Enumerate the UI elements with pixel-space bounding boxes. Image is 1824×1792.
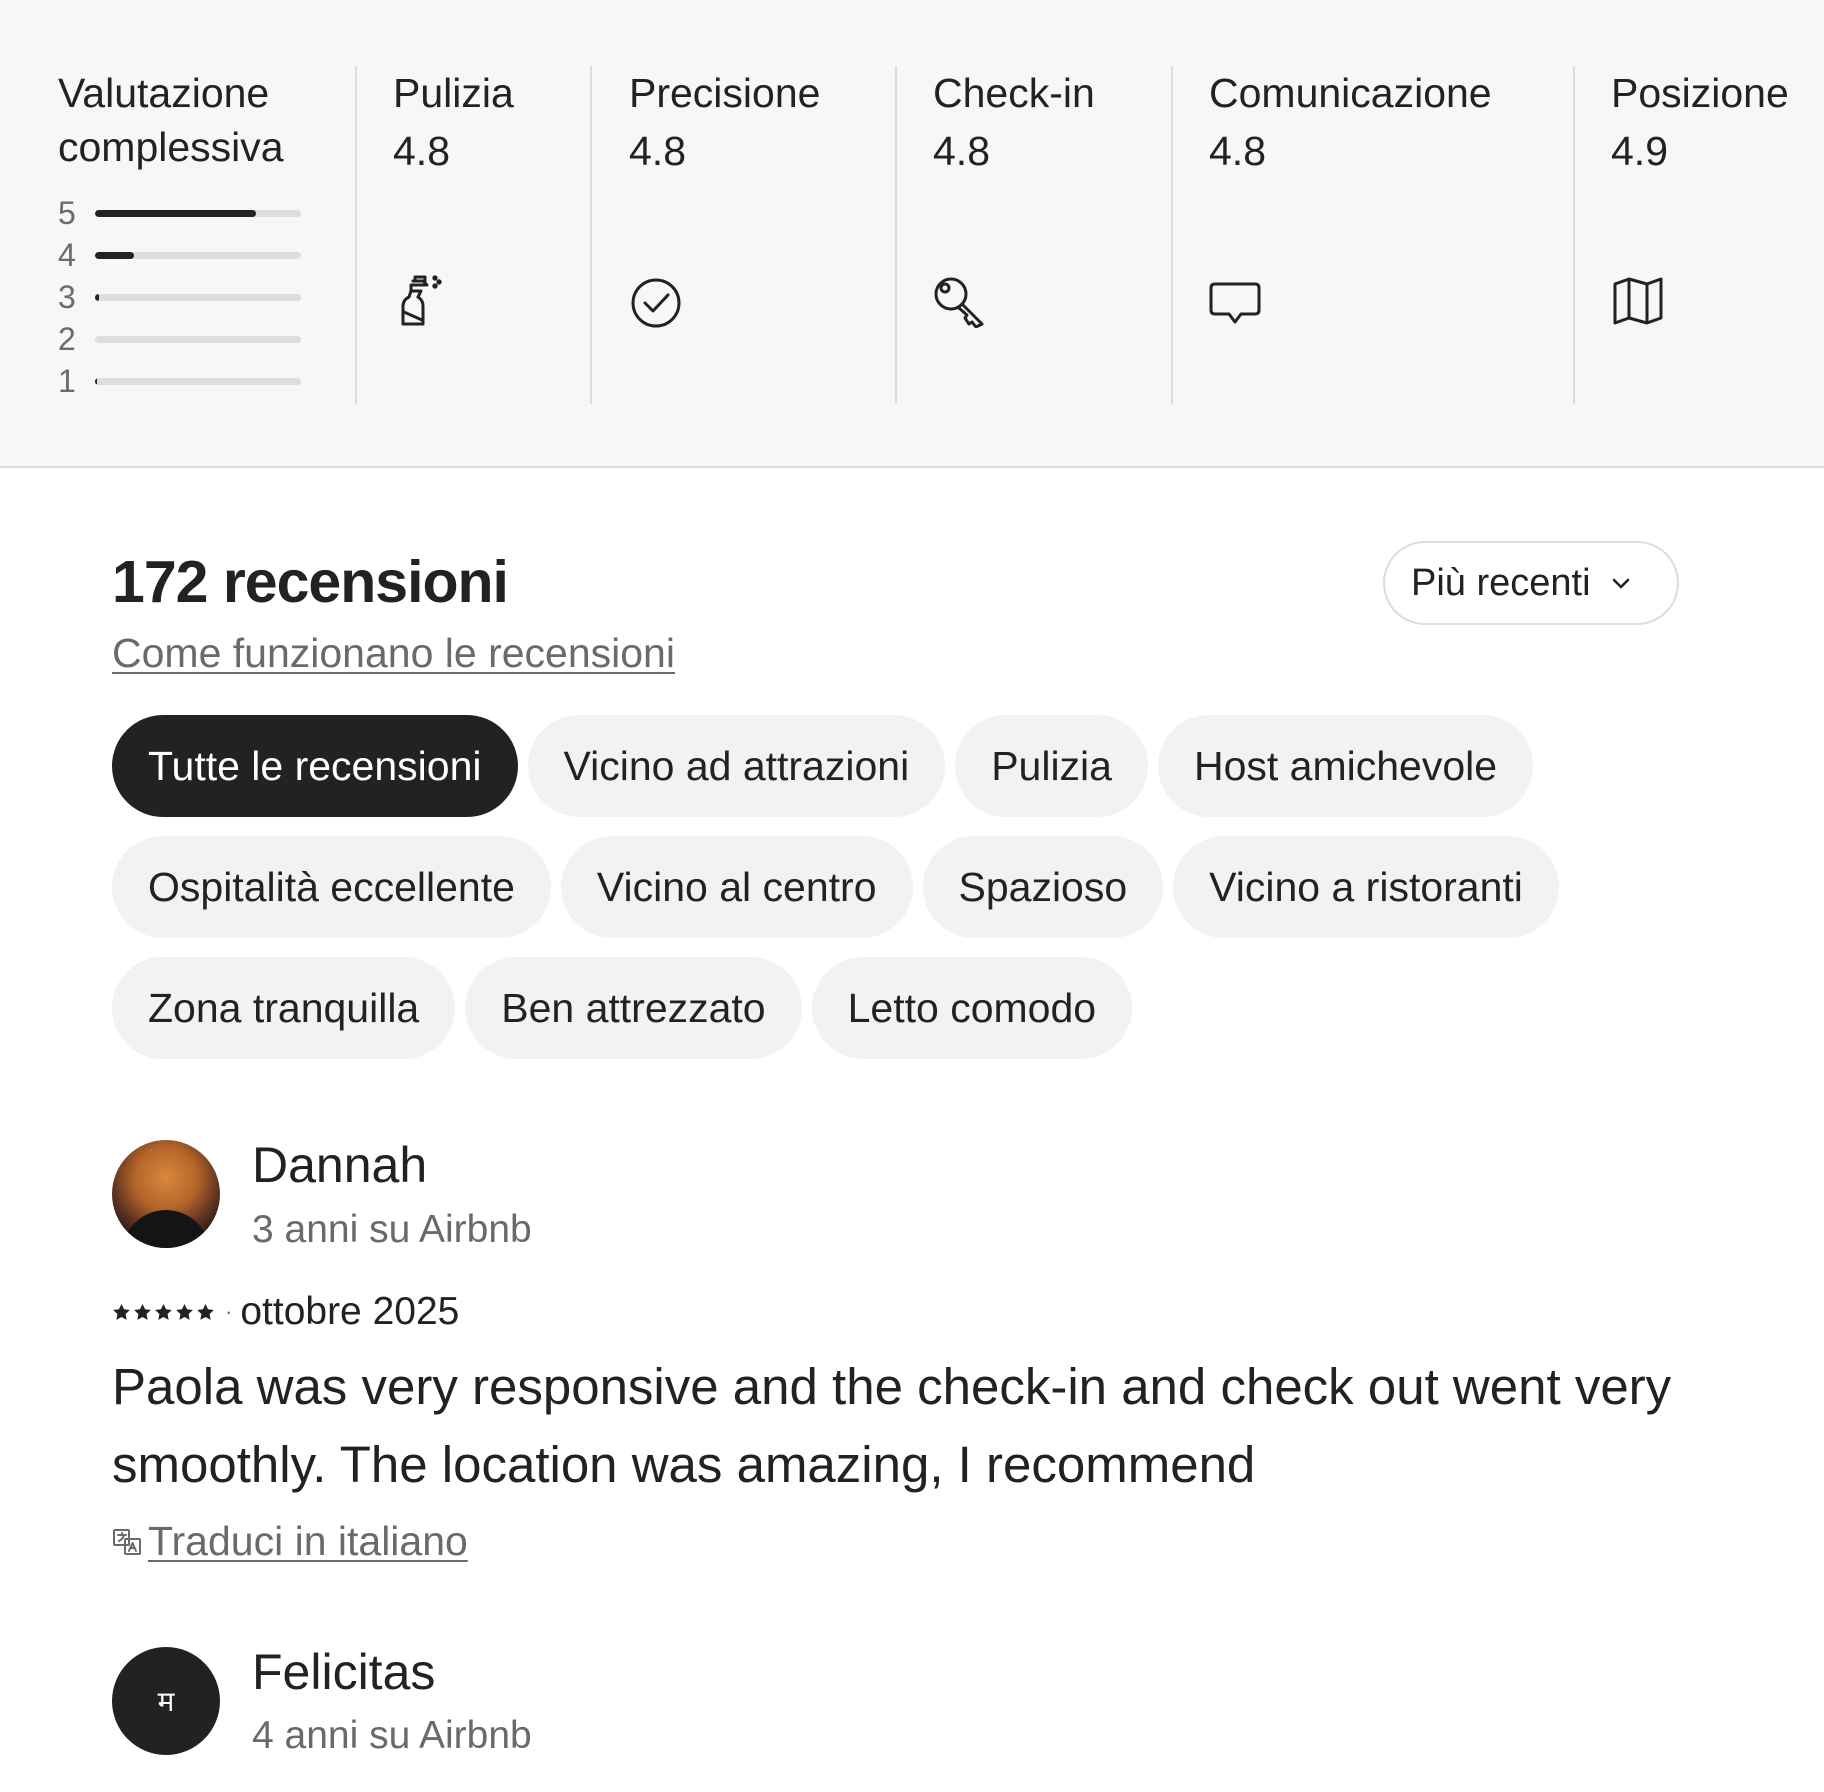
distribution-bar-fill — [95, 294, 99, 301]
filter-chip-near-restaurants[interactable]: Vicino a ristoranti — [1173, 836, 1559, 938]
review-rating-line — [112, 1290, 459, 1334]
filter-chip-friendly-host[interactable]: Host amichevole — [1158, 715, 1533, 817]
distribution-star-number: 4 — [58, 236, 76, 273]
avatar-initial: म — [157, 1685, 175, 1718]
category-score: 4.8 — [393, 128, 450, 174]
distribution-bar — [95, 210, 301, 217]
filter-chip-quiet-area[interactable]: Zona tranquilla — [112, 957, 455, 1059]
category-score: 4.8 — [933, 128, 990, 174]
star-icon — [112, 1303, 131, 1322]
overall-rating-label: Valutazione complessiva — [58, 70, 284, 170]
key-icon — [932, 272, 988, 328]
filter-chip-excellent-hospitality[interactable]: Ospitalità eccellente — [112, 836, 551, 938]
category-name: Comunicazione — [1209, 70, 1492, 116]
star-rating — [112, 1303, 215, 1322]
chat-bubble-icon — [1207, 272, 1263, 328]
how-reviews-work-link[interactable]: Come funzionano le recensioni — [112, 630, 675, 676]
filter-chip-spacious[interactable]: Spazioso — [923, 836, 1164, 938]
category-checkin — [933, 66, 1095, 178]
distribution-bar-fill — [95, 252, 134, 259]
distribution-bar-fill — [95, 210, 256, 217]
star-icon — [175, 1303, 194, 1322]
sort-dropdown-button[interactable] — [1383, 541, 1679, 625]
translate-control — [112, 1518, 468, 1565]
distribution-row — [58, 360, 308, 402]
distribution-bar — [95, 294, 301, 301]
avatar[interactable] — [112, 1647, 220, 1755]
spray-bottle-icon — [391, 272, 447, 328]
category-name: Posizione — [1611, 70, 1789, 116]
category-name: Pulizia — [393, 70, 514, 116]
overall-rating — [58, 66, 308, 402]
category-cleanliness — [393, 66, 514, 178]
star-icon — [154, 1303, 173, 1322]
filter-chip-row — [112, 836, 1559, 938]
translate-icon — [112, 1527, 142, 1557]
filter-chip-all-reviews[interactable]: Tutte le recensioni — [112, 715, 518, 817]
category-divider — [590, 66, 592, 404]
check-circle-icon — [628, 272, 684, 328]
distribution-row — [58, 318, 308, 360]
filter-chip-near-attractions[interactable]: Vicino ad attrazioni — [528, 715, 946, 817]
category-name: Precisione — [629, 70, 821, 116]
distribution-bar — [95, 336, 301, 343]
category-score: 4.8 — [629, 128, 686, 174]
ratings-summary — [0, 0, 1824, 468]
chevron-down-icon — [1609, 571, 1633, 595]
category-divider — [355, 66, 357, 404]
category-divider — [1573, 66, 1575, 404]
review-text: Paola was very responsive and the check-in and check out went very smoothly. The location was amazing, I recommend — [112, 1358, 1672, 1493]
avatar-photo-silhouette — [122, 1210, 210, 1248]
distribution-star-number: 5 — [58, 194, 76, 231]
reviewer-tenure: 4 anni su Airbnb — [252, 1714, 532, 1757]
distribution-row — [58, 234, 308, 276]
filter-chip-row — [112, 957, 1132, 1059]
avatar[interactable] — [112, 1140, 220, 1248]
distribution-bar — [95, 252, 301, 259]
category-name: Check-in — [933, 70, 1095, 116]
star-icon — [196, 1303, 215, 1322]
reviewer-tenure: 3 anni su Airbnb — [252, 1208, 532, 1251]
category-score: 4.9 — [1611, 128, 1668, 174]
rating-distribution — [58, 192, 308, 402]
filter-chip-near-center[interactable]: Vicino al centro — [561, 836, 913, 938]
distribution-star-number: 1 — [58, 362, 76, 399]
star-icon — [133, 1303, 152, 1322]
category-divider — [1171, 66, 1173, 404]
filter-chip-row — [112, 715, 1533, 817]
filter-chip-comfortable-bed[interactable]: Letto comodo — [812, 957, 1132, 1059]
distribution-star-number: 2 — [58, 320, 76, 357]
category-divider — [895, 66, 897, 404]
distribution-star-number: 3 — [58, 278, 76, 315]
category-score: 4.8 — [1209, 128, 1266, 174]
translate-link[interactable]: Traduci in italiano — [148, 1518, 468, 1564]
distribution-bar-fill — [95, 378, 97, 385]
reviewer-name: Felicitas — [252, 1644, 436, 1700]
reviewer-name: Dannah — [252, 1137, 428, 1193]
category-communication — [1209, 66, 1492, 178]
filter-chip-well-equipped[interactable]: Ben attrezzato — [465, 957, 801, 1059]
map-icon — [1610, 272, 1666, 328]
rating-separator: · — [225, 1299, 233, 1324]
reviews-count-title: 172 recensioni — [112, 549, 508, 615]
category-accuracy — [629, 66, 820, 178]
distribution-bar — [95, 378, 301, 385]
filter-chip-cleanliness[interactable]: Pulizia — [955, 715, 1148, 817]
distribution-row — [58, 276, 308, 318]
distribution-row — [58, 192, 308, 234]
category-location — [1611, 66, 1789, 178]
sort-dropdown-label: Più recenti — [1411, 561, 1591, 604]
review-date: ottobre 2025 — [240, 1290, 460, 1333]
